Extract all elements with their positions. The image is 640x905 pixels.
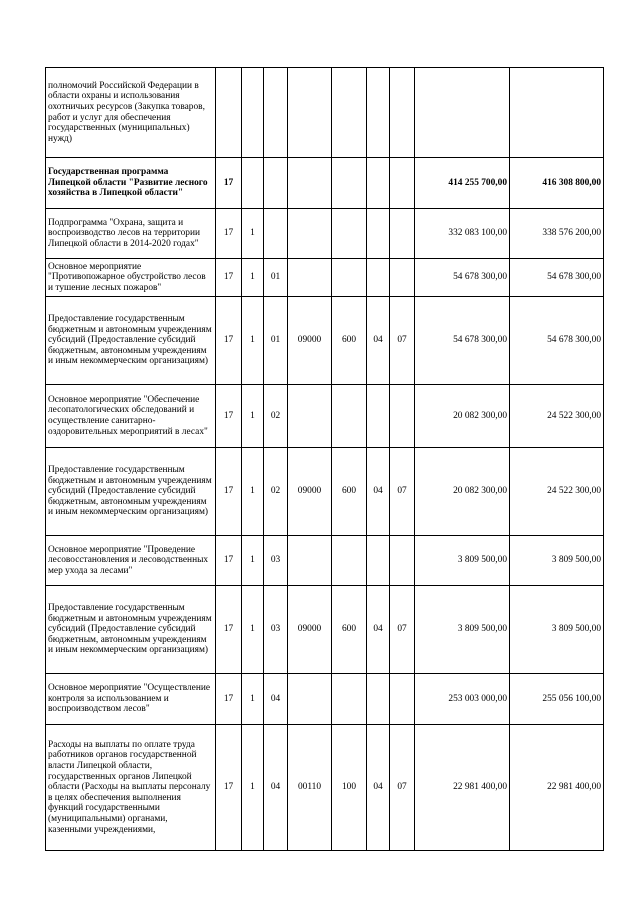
subsection-code — [390, 68, 415, 158]
main-event-code: 02 — [264, 385, 288, 448]
amount-year-2: 3 809 500,00 — [510, 586, 604, 674]
section-code: 04 — [367, 725, 390, 851]
amount-year-2: 22 981 400,00 — [510, 725, 604, 851]
program-code: 17 — [216, 259, 242, 297]
main-event-code: 03 — [264, 536, 288, 586]
amount-year-1: 3 809 500,00 — [415, 586, 510, 674]
program-code: 17 — [216, 385, 242, 448]
row-name: Государственная программа Липецкой области "Развитие лесного хозяйства в Липецкой области" — [46, 158, 216, 209]
main-event-code — [264, 68, 288, 158]
program-code: 17 — [216, 297, 242, 385]
direction-code — [288, 674, 332, 725]
expense-type-code: 100 — [332, 725, 367, 851]
amount-year-1: 54 678 300,00 — [415, 259, 510, 297]
direction-code — [288, 68, 332, 158]
amount-year-1: 332 083 100,00 — [415, 209, 510, 259]
section-code — [367, 674, 390, 725]
row-name: Предоставление государственным бюджетным и автономным учреждениям субсидий (Предоставление субсидий бюджетным, автономным учреждениям и иным некоммерческим организациям) — [46, 448, 216, 536]
subprogram-code: 1 — [242, 586, 264, 674]
table-row — [46, 385, 604, 448]
direction-code: 09000 — [288, 297, 332, 385]
section-code — [367, 385, 390, 448]
subprogram-code — [242, 68, 264, 158]
subsection-code — [390, 259, 415, 297]
subprogram-code: 1 — [242, 448, 264, 536]
amount-year-2 — [510, 68, 604, 158]
amount-year-2: 24 522 300,00 — [510, 448, 604, 536]
row-name: полномочий Российской Федерации в области охраны и использования охотничьих ресурсов (Закупка товаров, работ и услуг для обеспечения государственных (муниципальных) нужд) — [46, 68, 216, 158]
table-body — [46, 68, 604, 851]
amount-year-1: 253 003 000,00 — [415, 674, 510, 725]
expense-type-code — [332, 209, 367, 259]
amount-year-2: 3 809 500,00 — [510, 536, 604, 586]
amount-year-2: 255 056 100,00 — [510, 674, 604, 725]
direction-code: 00110 — [288, 725, 332, 851]
subprogram-code — [242, 158, 264, 209]
main-event-code: 04 — [264, 674, 288, 725]
subprogram-code: 1 — [242, 385, 264, 448]
section-code — [367, 68, 390, 158]
amount-year-1 — [415, 68, 510, 158]
program-code: 17 — [216, 725, 242, 851]
row-name: Подпрограмма "Охрана, защита и воспроизводство лесов на территории Липецкой области в 2014-2020 годах" — [46, 209, 216, 259]
subsection-code: 07 — [390, 448, 415, 536]
table-row — [46, 674, 604, 725]
program-code: 17 — [216, 586, 242, 674]
amount-year-1: 414 255 700,00 — [415, 158, 510, 209]
main-event-code — [264, 158, 288, 209]
main-event-code — [264, 209, 288, 259]
table-row — [46, 586, 604, 674]
subprogram-code: 1 — [242, 674, 264, 725]
row-name: Предоставление государственным бюджетным и автономным учреждениям субсидий (Предоставление субсидий бюджетным, автономным учреждениям и иным некоммерческим организациям) — [46, 297, 216, 385]
expense-type-code — [332, 674, 367, 725]
subprogram-code: 1 — [242, 297, 264, 385]
amount-year-1: 3 809 500,00 — [415, 536, 510, 586]
row-name: Предоставление государственным бюджетным и автономным учреждениям субсидий (Предоставление субсидий бюджетным, автономным учреждениям и иным некоммерческим организациям) — [46, 586, 216, 674]
direction-code — [288, 259, 332, 297]
main-event-code: 03 — [264, 586, 288, 674]
expense-type-code — [332, 158, 367, 209]
table-row — [46, 448, 604, 536]
expense-type-code — [332, 259, 367, 297]
table-row — [46, 209, 604, 259]
section-code — [367, 158, 390, 209]
subprogram-code: 1 — [242, 536, 264, 586]
row-name: Основное мероприятие "Проведение лесовосстановления и лесоводственных мер ухода за лесами" — [46, 536, 216, 586]
expense-type-code — [332, 385, 367, 448]
amount-year-2: 54 678 300,00 — [510, 297, 604, 385]
section-code — [367, 209, 390, 259]
subprogram-code: 1 — [242, 209, 264, 259]
table-row — [46, 259, 604, 297]
program-code: 17 — [216, 158, 242, 209]
program-code: 17 — [216, 448, 242, 536]
subsection-code — [390, 158, 415, 209]
subsection-code — [390, 674, 415, 725]
subprogram-code: 1 — [242, 725, 264, 851]
row-name: Основное мероприятие "Обеспечение лесопатологических обследований и осуществление санитарно-оздоровительных мероприятий в лесах" — [46, 385, 216, 448]
amount-year-2: 54 678 300,00 — [510, 259, 604, 297]
section-code: 04 — [367, 297, 390, 385]
subprogram-code: 1 — [242, 259, 264, 297]
main-event-code: 01 — [264, 259, 288, 297]
table-row — [46, 725, 604, 851]
table-row — [46, 68, 604, 158]
table-row — [46, 158, 604, 209]
expense-type-code — [332, 536, 367, 586]
program-code — [216, 68, 242, 158]
subsection-code: 07 — [390, 297, 415, 385]
section-code: 04 — [367, 448, 390, 536]
program-code: 17 — [216, 674, 242, 725]
amount-year-1: 22 981 400,00 — [415, 725, 510, 851]
main-event-code: 02 — [264, 448, 288, 536]
main-event-code: 04 — [264, 725, 288, 851]
expense-type-code: 600 — [332, 448, 367, 536]
direction-code: 09000 — [288, 448, 332, 536]
direction-code — [288, 158, 332, 209]
program-code: 17 — [216, 209, 242, 259]
row-name: Основное мероприятие "Противопожарное обустройство лесов и тушение лесных пожаров" — [46, 259, 216, 297]
direction-code — [288, 536, 332, 586]
expense-type-code: 600 — [332, 297, 367, 385]
main-event-code: 01 — [264, 297, 288, 385]
expense-type-code — [332, 68, 367, 158]
direction-code — [288, 209, 332, 259]
amount-year-2: 338 576 200,00 — [510, 209, 604, 259]
program-code: 17 — [216, 536, 242, 586]
amount-year-1: 20 082 300,00 — [415, 448, 510, 536]
subsection-code: 07 — [390, 586, 415, 674]
amount-year-1: 54 678 300,00 — [415, 297, 510, 385]
budget-table — [45, 67, 604, 851]
section-code — [367, 536, 390, 586]
subsection-code: 07 — [390, 725, 415, 851]
subsection-code — [390, 536, 415, 586]
section-code: 04 — [367, 586, 390, 674]
direction-code: 09000 — [288, 586, 332, 674]
subsection-code — [390, 385, 415, 448]
amount-year-2: 416 308 800,00 — [510, 158, 604, 209]
row-name: Расходы на выплаты по оплате труда работников органов государственной власти Липецкой области, государственных органов Липецкой области (Расходы на выплаты персоналу в целях обеспечения выполнения функций государственными (муниципальными) органами, казенными учреждениями, — [46, 725, 216, 851]
table-row — [46, 297, 604, 385]
row-name: Основное мероприятие "Осуществление контроля за использованием и воспроизводством лесов" — [46, 674, 216, 725]
section-code — [367, 259, 390, 297]
expense-type-code: 600 — [332, 586, 367, 674]
amount-year-2: 24 522 300,00 — [510, 385, 604, 448]
direction-code — [288, 385, 332, 448]
table-row — [46, 536, 604, 586]
subsection-code — [390, 209, 415, 259]
amount-year-1: 20 082 300,00 — [415, 385, 510, 448]
